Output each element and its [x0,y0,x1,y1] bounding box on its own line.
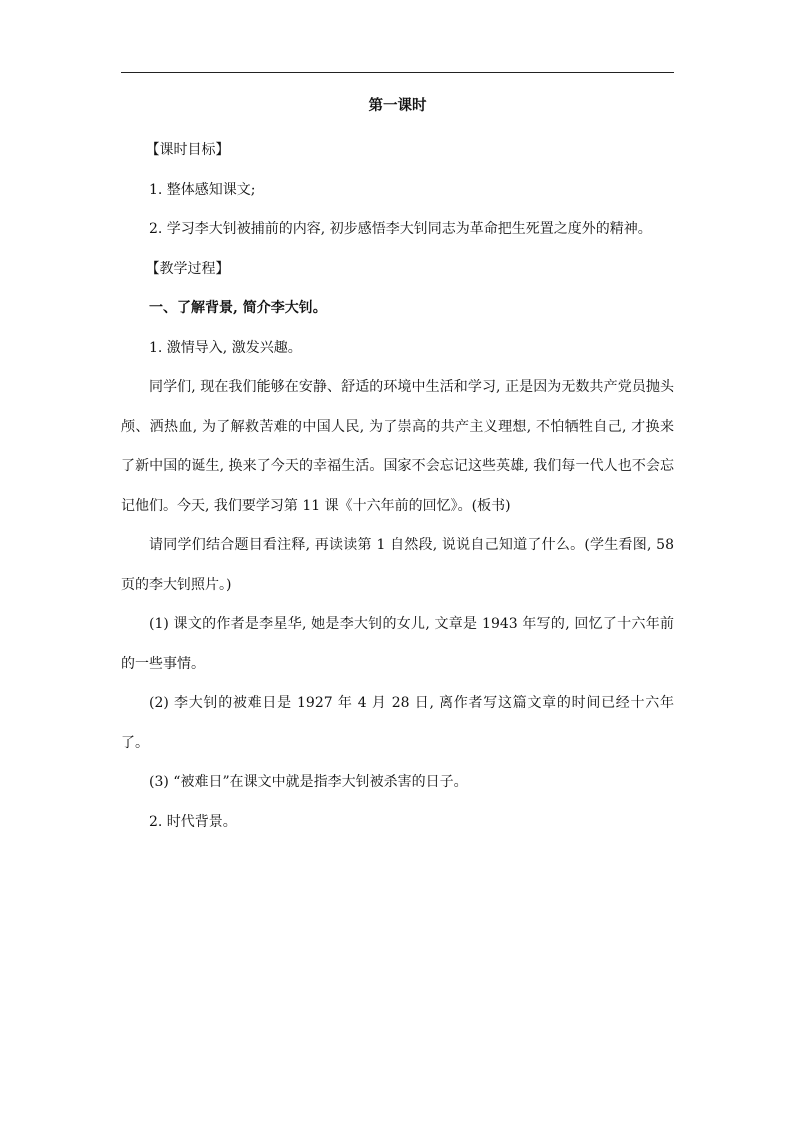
section-heading-process: 【教学过程】 [145,260,230,277]
header-rule [121,72,674,73]
step-item-intro: 1. 激情导入, 激发兴趣。 [149,339,302,356]
step-item-era-background: 2. 时代背景。 [149,813,237,830]
point-1-paragraph: (1) 课文的作者是李星华, 她是李大钊的女儿, 文章是 1943 年写的, 回忆了十六年前的一些事情。 [121,616,674,672]
objective-item-1: 1. 整体感知课文; [149,181,256,198]
objective-item-2: 2. 学习李大钊被捕前的内容, 初步感悟李大钊同志为革命把生死置之度外的精神。 [149,221,652,237]
point-2-paragraph: (2) 李大钊的被难日是 1927 年 4 月 28 日, 离作者写这篇文章的时间已经十六年了。 [121,695,674,751]
document-body [121,92,674,842]
reading-instruction-paragraph: 请同学们结合题目看注释, 再读读第 1 自然段, 说说自己知道了什么。(学生看图, 58 页的李大钊照片。) [121,537,674,593]
point-3-paragraph: (3) “被难日”在课文中就是指李大钊被杀害的日子。 [149,774,468,790]
intro-paragraph: 同学们, 现在我们能够在安静、舒适的环境中生活和学习, 正是因为无数共产党员抛头颅、洒热血, 为了解救苦难的中国人民, 为了崇高的共产主义理想, 不怕牺牲自己, 才换来了新中国的诞生, 换来了今天的幸福生活。国家不会忘记这些英雄, 我们每一代人也不会忘记他们。今天, 我们要学习第 11 课《十六年前的回忆》。(板书) [121,379,674,514]
section-heading-objectives: 【课时目标】 [145,142,230,158]
page-title: 第一课时 [368,97,427,114]
step-heading-background: 一、了解背景, 简介李大钊。 [149,300,327,316]
